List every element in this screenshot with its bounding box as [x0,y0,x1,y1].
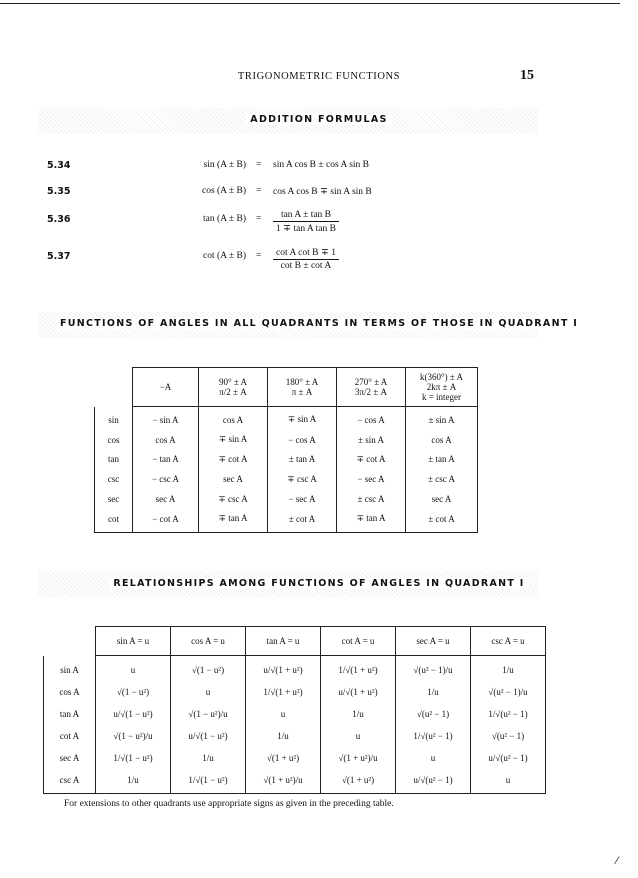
column-header: csc A = u [471,627,546,656]
numerator: tan A ± tan B [273,210,339,222]
column-header: sin A = u [96,627,171,656]
formula-number: 5.34 [47,160,71,171]
table-cell: 1/u [396,681,471,703]
table-cell: − tan A [133,450,199,470]
formula-lhs: cot (A ± B) [203,251,246,261]
table-cell: ∓ sin A [268,407,337,430]
quadrant-table [94,367,478,533]
header-180: 180° ± A π ± A [268,368,337,407]
table-cell: 1/u [171,747,246,769]
formula-number: 5.37 [47,251,71,262]
table-row [44,656,546,682]
formula-rhs [273,210,339,234]
formula-equals: = [256,251,262,261]
table-cell: 1/u [246,725,321,747]
footnote: For extensions to other quadrants use appropriate signs as given in the preceding table. [64,799,394,809]
table-cell: 1/√(1 + u²) [321,656,396,682]
section-title-relationships: RELATIONSHIPS AMONG FUNCTIONS OF ANGLES IN QUADRANT I [0,578,638,589]
table-cell: √(1 + u²) [246,747,321,769]
table-cell: ± tan A [406,450,478,470]
formula-rhs: cos A cos B ∓ sin A sin B [273,187,372,197]
table-row [44,681,546,703]
table-row [95,407,478,430]
table-cell: − csc A [133,469,199,489]
table-cell: ± tan A [268,450,337,470]
formula-lhs: sin (A ± B) [203,160,246,170]
table-cell: 1/√(1 − u²) [96,747,171,769]
column-header: sec A = u [396,627,471,656]
section-title-addition: ADDITION FORMULAS [0,114,638,125]
header-blank [44,627,96,656]
row-label: sec [95,489,133,509]
table-row [95,450,478,470]
table-cell: ± csc A [337,489,406,509]
table-cell: cos A [199,407,268,430]
table-cell: u [246,703,321,725]
table-row [44,725,546,747]
table-cell: ∓ tan A [199,509,268,532]
table-cell: 1/√(u² − 1) [396,725,471,747]
table-cell: ± sin A [337,430,406,450]
table-cell: u/√(1 + u²) [246,656,321,682]
header-blank [95,368,133,407]
table-cell: sec A [406,489,478,509]
table-cell: sec A [199,469,268,489]
row-label: cot A [44,725,96,747]
formula-lhs: cos (A ± B) [201,186,246,196]
table-row [44,703,546,725]
table-cell: √(1 + u²)/u [246,769,321,794]
formula-rhs: sin A cos B ± cos A sin B [273,160,370,170]
column-header: cot A = u [321,627,396,656]
table-cell: √(1 − u²)/u [171,703,246,725]
table-cell: 1/√(1 − u²) [171,769,246,794]
row-label: tan A [44,703,96,725]
table-cell: √(1 − u²)/u [96,725,171,747]
table-cell: u [471,769,546,794]
table-cell: √(u² − 1)/u [471,681,546,703]
table-cell: − sec A [268,489,337,509]
table-cell: u [96,656,171,682]
table-cell: √(1 + u²) [321,769,396,794]
table-cell: ∓ csc A [268,469,337,489]
table-row [95,469,478,489]
row-label: cos A [44,681,96,703]
row-label: sin A [44,656,96,682]
table-cell: cos A [406,430,478,450]
stray-mark: ⁄ [616,856,618,867]
formula-equals: = [256,160,262,170]
table-cell: 1/u [96,769,171,794]
table-cell: − cos A [268,430,337,450]
table-cell: sec A [133,489,199,509]
top-rule [0,3,620,4]
table-cell: ∓ csc A [199,489,268,509]
table-cell: 1/√(1 + u²) [246,681,321,703]
table-cell: − cot A [133,509,199,532]
formula-number: 5.36 [47,214,71,225]
row-label: csc A [44,769,96,794]
row-label: cos [95,430,133,450]
formula-equals: = [256,186,262,196]
table-cell: ± csc A [406,469,478,489]
table-cell: u [321,725,396,747]
table-cell: u/√(1 + u²) [321,681,396,703]
table-cell: √(1 − u²) [171,656,246,682]
header-k360: k(360°) ± A 2kπ ± A k = integer [406,368,478,407]
table-cell: √(u² − 1) [396,703,471,725]
table-cell: u [396,747,471,769]
page-number: 15 [520,68,534,83]
column-header: tan A = u [246,627,321,656]
table-row [95,509,478,532]
header-neg-a: −A [133,368,199,407]
table-cell: u [171,681,246,703]
table-row [44,769,546,794]
header-90: 90° ± A π/2 ± A [199,368,268,407]
table-cell: √(1 − u²) [96,681,171,703]
table-cell: ∓ cot A [199,450,268,470]
table-cell: 1/u [471,656,546,682]
table-cell: ± sin A [406,407,478,430]
fraction [273,210,339,234]
table-cell: u/√(1 − u²) [171,725,246,747]
table-cell: √(u² − 1) [471,725,546,747]
table-cell: ± cot A [406,509,478,532]
table-cell: √(1 + u²)/u [321,747,396,769]
table-cell: − sin A [133,407,199,430]
row-label: sin [95,407,133,430]
table-cell: ± cot A [268,509,337,532]
formula-equals: = [256,214,262,224]
relationships-table [43,626,546,794]
table-cell: √(u² − 1)/u [396,656,471,682]
table-row [44,747,546,769]
header-270: 270° ± A 3π/2 ± A [337,368,406,407]
table-cell: 1/u [321,703,396,725]
row-label: cot [95,509,133,532]
table-cell: 1/√(u² − 1) [471,703,546,725]
denominator: 1 ∓ tan A tan B [276,224,336,234]
formula-lhs: tan (A ± B) [203,214,246,224]
table-cell: u/√(1 − u²) [96,703,171,725]
table-row [95,430,478,450]
formula-number: 5.35 [47,186,71,197]
formula-rhs [273,247,339,271]
table-cell: ∓ tan A [337,509,406,532]
table-cell: u/√(u² − 1) [471,747,546,769]
row-label: sec A [44,747,96,769]
row-label: tan [95,450,133,470]
table-cell: cos A [133,430,199,450]
table-cell: ∓ sin A [199,430,268,450]
table-cell: − cos A [337,407,406,430]
denominator: cot B ± cot A [280,261,332,271]
table-cell: − sec A [337,469,406,489]
table-cell: ∓ cot A [337,450,406,470]
row-label: csc [95,469,133,489]
fraction [273,247,339,271]
column-header: cos A = u [171,627,246,656]
table-cell: u/√(u² − 1) [396,769,471,794]
running-head: TRIGONOMETRIC FUNCTIONS [237,71,401,82]
table-row [95,489,478,509]
numerator: cot A cot B ∓ 1 [273,247,339,260]
section-title-quadrants: FUNCTIONS OF ANGLES IN ALL QUADRANTS IN TERMS OF THOSE IN QUADRANT I [0,318,638,329]
